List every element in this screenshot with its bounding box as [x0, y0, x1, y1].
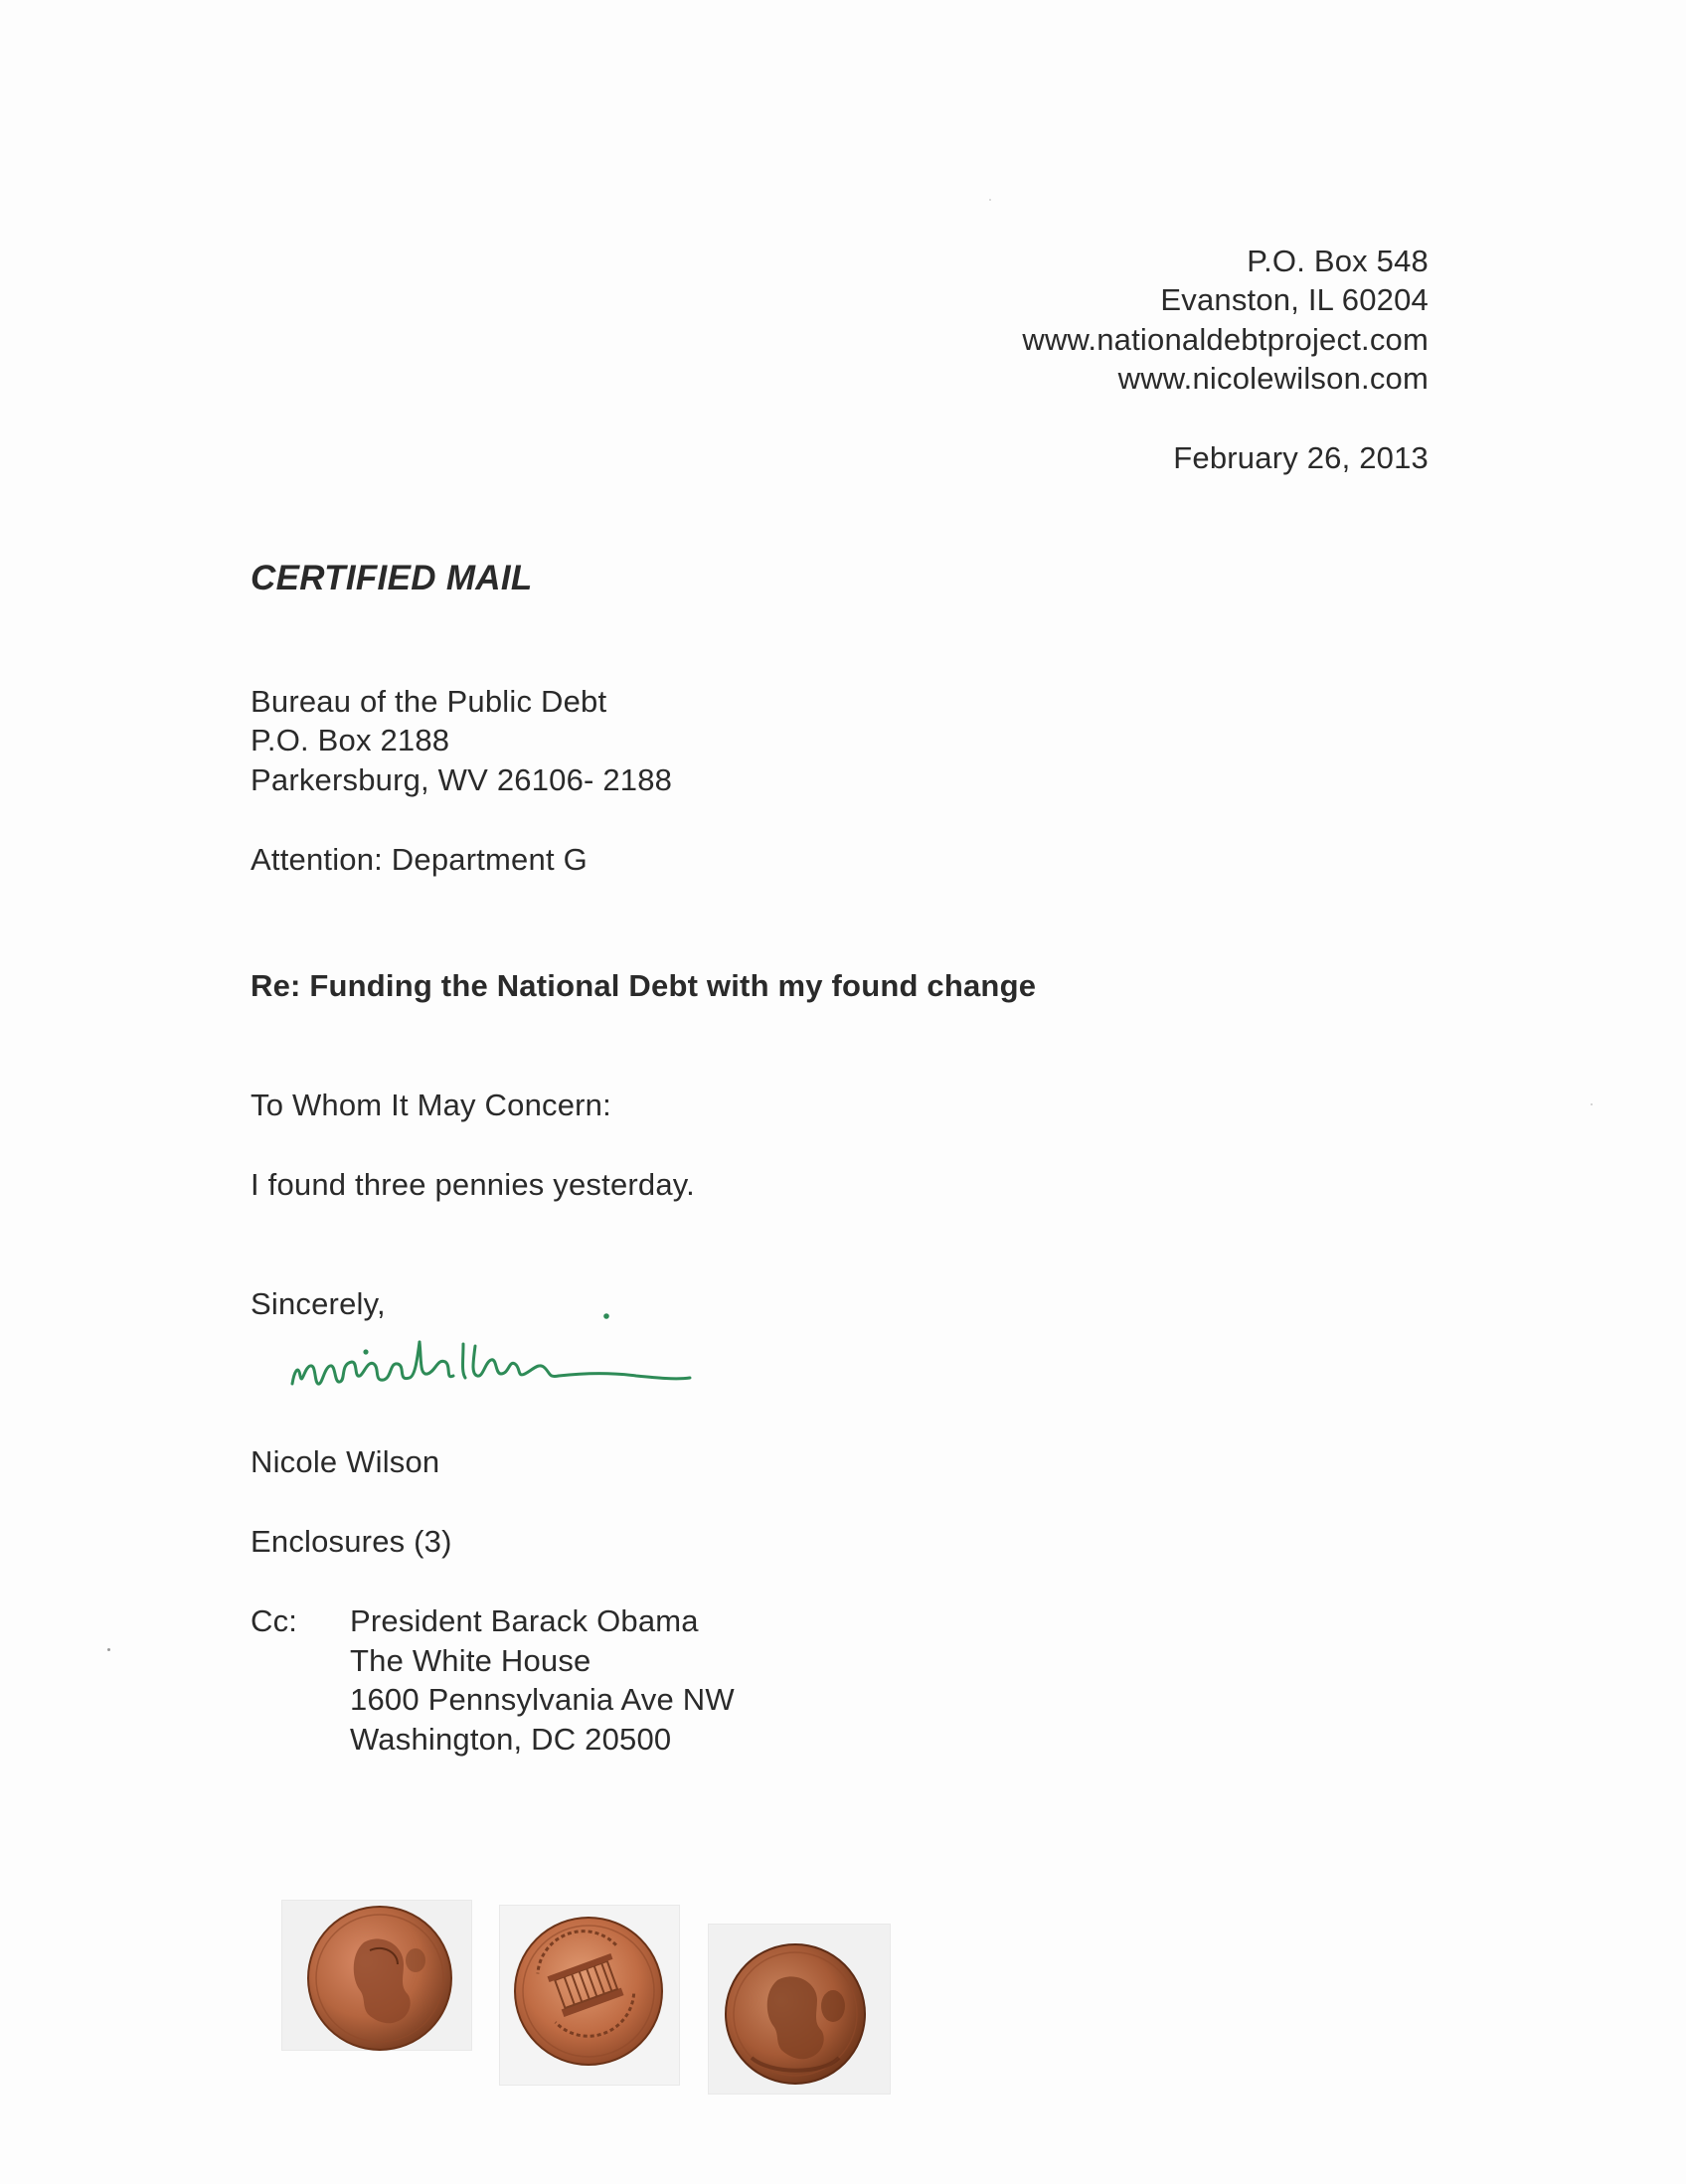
recipient-line-3: Parkersburg, WV 26106- 2188	[251, 762, 673, 797]
cc-label: Cc:	[251, 1603, 298, 1638]
return-address-line-2: Evanston, IL 60204	[1160, 282, 1429, 317]
cc-line-3: 1600 Pennsylvania Ave NW	[350, 1682, 735, 1717]
return-address-website-1: www.nationaldebtproject.com	[1022, 322, 1429, 357]
delivery-method: CERTIFIED MAIL	[251, 559, 533, 597]
cc-line-1: President Barack Obama	[350, 1603, 699, 1638]
return-address-line-1: P.O. Box 548	[1247, 244, 1429, 278]
signer-name: Nicole Wilson	[251, 1444, 440, 1479]
enclosures-line: Enclosures (3)	[251, 1524, 452, 1559]
subject-line: Re: Funding the National Debt with my found change	[251, 968, 1037, 1003]
scan-speck	[989, 199, 991, 201]
closing: Sincerely,	[251, 1286, 386, 1321]
salutation: To Whom It May Concern:	[251, 1088, 611, 1122]
recipient-line-1: Bureau of the Public Debt	[251, 684, 607, 719]
cc-line-4: Washington, DC 20500	[350, 1722, 672, 1757]
attention-line: Attention: Department G	[251, 842, 588, 877]
scan-speck	[107, 1648, 110, 1651]
scan-speck	[1591, 1103, 1593, 1105]
penny-reverse-icon	[511, 1914, 666, 2069]
return-address-website-2: www.nicolewilson.com	[1117, 361, 1429, 396]
letter-date: February 26, 2013	[1173, 440, 1429, 475]
recipient-line-2: P.O. Box 2188	[251, 723, 450, 757]
letter-body: I found three pennies yesterday.	[251, 1167, 695, 1202]
penny-obverse-icon	[722, 1940, 869, 2088]
cc-line-2: The White House	[350, 1643, 591, 1678]
penny-obverse-icon	[304, 1903, 455, 2054]
handwritten-signature	[278, 1302, 726, 1412]
